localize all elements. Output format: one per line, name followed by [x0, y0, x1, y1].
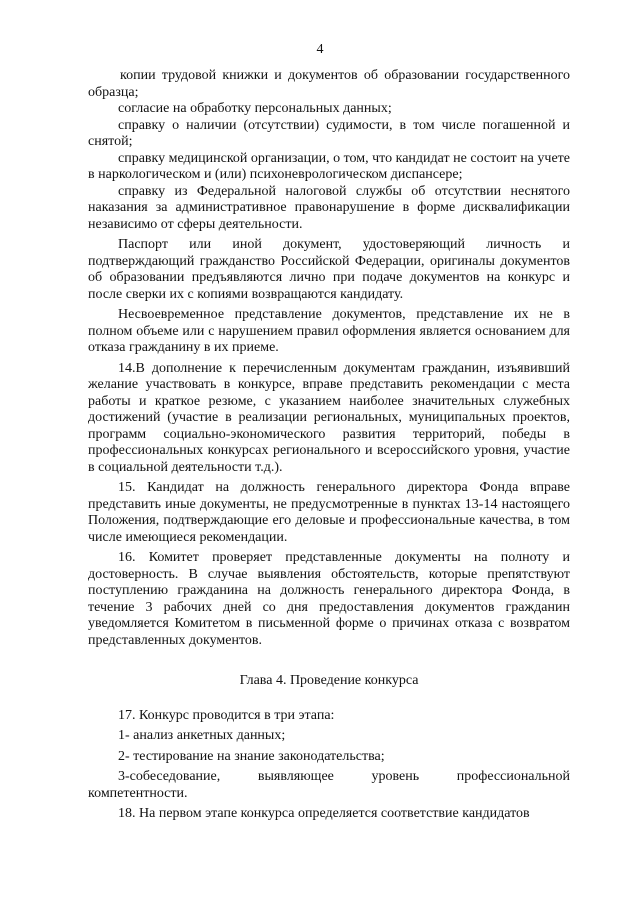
paragraph-tax-service-certificate: справку из Федеральной налоговой службы об отсутствии неснятого наказания за административное правонарушение в форме дисквалификации независимо от сферы деятельности. — [88, 183, 570, 232]
list-item-stage-2: 2- тестирование на знание законодательства; — [118, 748, 385, 764]
paragraph-late-submission: Несвоевременное представление документов, представление их не в полном объеме или с нарушением правил оформления является основанием для отказа гражданину в их приеме. — [88, 307, 570, 355]
document-body — [88, 68, 570, 823]
list-item-stage-3: 3-собеседование, выявляющее уровень профессиональной компетентности. — [88, 769, 570, 801]
paragraph-consent-personal-data: согласие на обработку персональных данных; — [118, 101, 392, 116]
list-item-stage-1: 1- анализ анкетных данных; — [118, 728, 286, 743]
paragraph-clause-18: 18. На первом этапе конкурса определяется соответствие кандидатов — [118, 806, 530, 821]
paragraph-clause-16: 16. Комитет проверяет представленные документы на полноту и достоверность. В случае выявления обстоятельств, которые препятствуют поступлению гражданина на должность генерального директора Фонда, в течение 3 рабочих дней со дня предоставления документов гражданин уведомляется Комитетом в письменной форме о причинах отказа с возвратом представленных документов. — [88, 550, 570, 648]
paragraph-medical-certificate: справку медицинской организации, о том, что кандидат не состоит на учете в наркологическом и (или) психоневрологическом диспансере; — [88, 150, 570, 182]
paragraph-passport: Паспорт или иной документ, удостоверяющий личность и подтверждающий гражданство Российской Федерации, оригиналы документов об образовании предъявляются лично при подаче документов на конкурс и после сверки их с копиями возвращаются кандидату. — [88, 237, 570, 302]
paragraph-clause-17: 17. Конкурс проводится в три этапа: — [118, 707, 335, 723]
paragraph-clause-15: 15. Кандидат на должность генерального директора Фонда вправе представить иные документы, не предусмотренные в пунктах 13-14 настоящего Положения, подтверждающие его деловые и профессиональные качества, в том числе имеющиеся рекомендации. — [88, 480, 570, 545]
paragraph-work-book-copies: копии трудовой книжки и документов об образовании государственного образца; — [88, 68, 570, 100]
paragraph-criminal-record: справку о наличии (отсутствии) судимости, в том числе погашенной и снятой; — [88, 117, 570, 149]
chapter-heading: Глава 4. Проведение конкурса — [239, 673, 419, 688]
paragraph-clause-14: 14.В дополнение к перечисленным документам гражданин, изъявивший желание участвовать в конкурсе, вправе представить рекомендации с места работы и краткое резюме, с указанием наиболее значительных служебных достижений (участие в реализации региональных, муниципальных проектов, программ социально-экономического развития территорий, победы в профессиональных конкурсах регионального и всероссийского уровня, участие в социальной деятельности т.д.). — [88, 360, 570, 475]
page-number: 4 — [316, 42, 324, 57]
